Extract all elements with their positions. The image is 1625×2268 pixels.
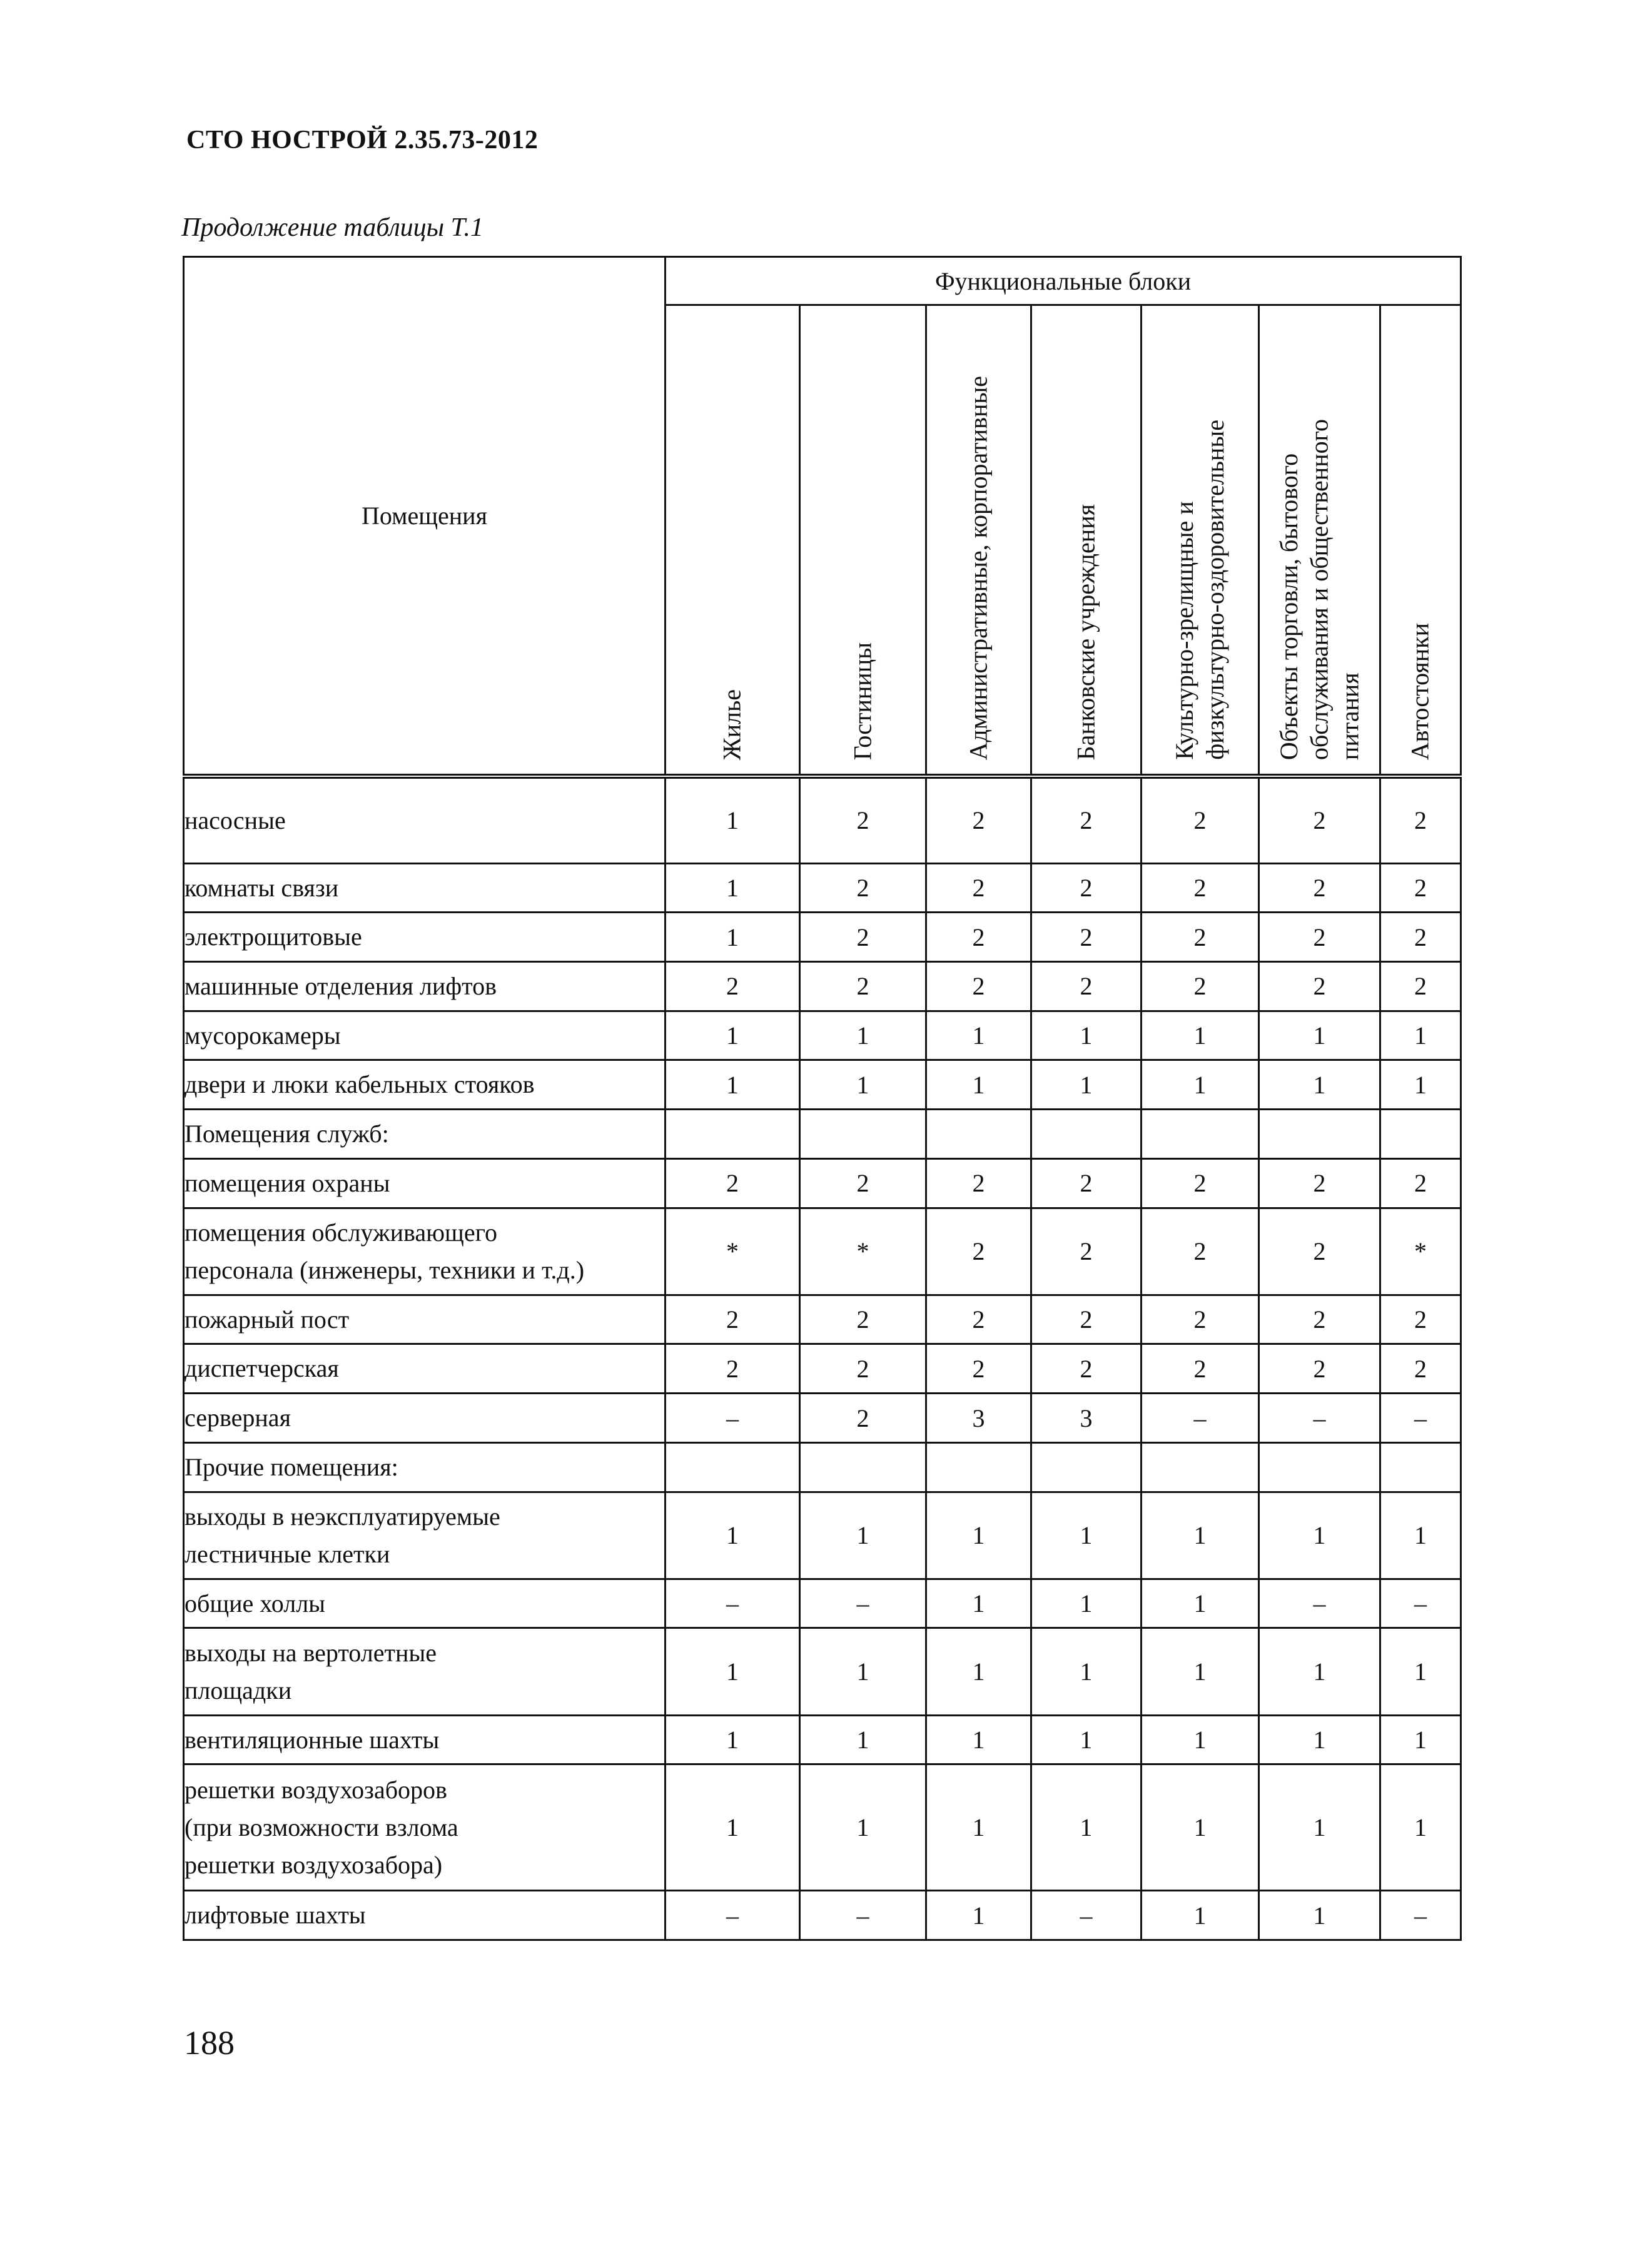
value-cell: – [1259,1394,1380,1443]
value-cell: 2 [926,1344,1031,1394]
value-cell: 1 [666,863,800,913]
value-cell: 1 [666,1628,800,1715]
room-name: лифтовые шахты [184,1891,666,1940]
table-row [184,1295,1461,1344]
column-header-label: Административные, корпоративные [964,375,993,760]
value-cell: 2 [1031,962,1142,1011]
value-cell: 2 [1380,962,1461,1011]
value-cell: 1 [1031,1628,1142,1715]
room-name: помещения обслуживающего персонала (инженеры, техники и т.д.) [184,1208,666,1295]
value-cell: 1 [1031,1492,1142,1579]
room-name: электрощитовые [184,913,666,962]
column-header-label: Объекты торговли, бытового обслуживания и общественного питания [1274,418,1364,760]
value-cell: 2 [1142,1295,1259,1344]
value-cell [1380,1442,1461,1492]
value-cell: 1 [1259,1011,1380,1060]
room-name: выходы в неэксплуатируемые лестничные клетки [184,1492,666,1579]
section-title: Прочие помещения: [184,1442,666,1492]
table-row [184,1891,1461,1940]
column-header-label: Культурно-зрелищные и физкультурно-оздоровительные [1170,420,1229,760]
value-cell: – [800,1579,926,1628]
room-name: диспетчерская [184,1344,666,1394]
value-cell [666,1110,800,1159]
value-cell: 2 [1142,1158,1259,1208]
value-cell: 2 [1142,776,1259,863]
table-row [184,962,1461,1011]
column-header-label: Жилье [717,689,746,760]
section-row [184,1442,1461,1492]
table-row [184,1011,1461,1060]
value-cell: * [1380,1208,1461,1295]
value-cell: 2 [1031,863,1142,913]
value-cell: 2 [1142,962,1259,1011]
value-cell: 1 [1380,1492,1461,1579]
value-cell: 2 [926,1158,1031,1208]
value-cell: 2 [800,776,926,863]
value-cell: 2 [800,1394,926,1443]
value-cell: 2 [1380,913,1461,962]
table-row [184,1579,1461,1628]
value-cell [666,1442,800,1492]
column-header-label: Банковские учреждения [1071,504,1100,760]
table-row [184,1715,1461,1764]
value-cell: 2 [1259,1158,1380,1208]
value-cell: 1 [1259,1628,1380,1715]
room-name: насосные [184,776,666,863]
value-cell: 2 [1259,1208,1380,1295]
value-cell: – [1259,1579,1380,1628]
value-cell: – [666,1891,800,1940]
value-cell [1380,1110,1461,1159]
value-cell: 1 [666,1715,800,1764]
value-cell: 1 [1142,1715,1259,1764]
value-cell: 2 [1380,1344,1461,1394]
value-cell: 2 [666,1295,800,1344]
value-cell: 2 [1031,1344,1142,1394]
value-cell: 1 [1142,1764,1259,1891]
table-row [184,776,1461,863]
value-cell: – [666,1394,800,1443]
section-title: Помещения служб: [184,1110,666,1159]
room-name: помещения охраны [184,1158,666,1208]
table-row [184,1344,1461,1394]
value-cell: 1 [1380,1011,1461,1060]
value-cell: 1 [1031,1715,1142,1764]
value-cell: 2 [926,776,1031,863]
value-cell [1031,1110,1142,1159]
section-row [184,1110,1461,1159]
value-cell: 2 [666,1158,800,1208]
value-cell: 1 [926,1628,1031,1715]
table-continuation-caption: Продолжение таблицы Т.1 [181,213,483,242]
value-cell: 1 [800,1764,926,1891]
column-header-hotels [800,305,926,777]
value-cell: 2 [926,962,1031,1011]
value-cell: 1 [1380,1764,1461,1891]
value-cell: 1 [800,1628,926,1715]
page-number: 188 [184,2024,235,2062]
value-cell: 2 [1380,1158,1461,1208]
value-cell: 1 [666,1764,800,1891]
value-cell: 3 [1031,1394,1142,1443]
value-cell: 2 [1142,1344,1259,1394]
table-row [184,913,1461,962]
value-cell [800,1110,926,1159]
value-cell: 2 [926,863,1031,913]
value-cell: 1 [800,1060,926,1110]
functional-blocks-header: Функциональные блоки [666,257,1461,305]
value-cell: 2 [1031,1208,1142,1295]
value-cell [800,1442,926,1492]
value-cell: 1 [1259,1060,1380,1110]
value-cell: – [1142,1394,1259,1443]
value-cell: 2 [1259,1295,1380,1344]
value-cell: – [1380,1891,1461,1940]
value-cell: – [1031,1891,1142,1940]
value-cell: 1 [1031,1011,1142,1060]
column-header-housing [666,305,800,777]
value-cell: 1 [666,913,800,962]
value-cell [1259,1110,1380,1159]
table-row [184,1208,1461,1295]
value-cell: 2 [1031,1158,1142,1208]
value-cell: 2 [1380,863,1461,913]
table-row [184,1628,1461,1715]
value-cell: 1 [1380,1060,1461,1110]
room-name: серверная [184,1394,666,1443]
value-cell: 1 [926,1492,1031,1579]
value-cell: – [800,1891,926,1940]
value-cell: 1 [800,1715,926,1764]
value-cell: 2 [800,863,926,913]
column-header-label: Гостиницы [848,642,877,760]
value-cell: 1 [926,1579,1031,1628]
room-name: комнаты связи [184,863,666,913]
value-cell: 1 [1142,1492,1259,1579]
table-row [184,1492,1461,1579]
value-cell: – [1380,1579,1461,1628]
value-cell: * [666,1208,800,1295]
value-cell: 2 [800,913,926,962]
column-header-trade-services [1259,305,1380,777]
value-cell [1142,1442,1259,1492]
value-cell: 1 [1142,1011,1259,1060]
room-name: мусорокамеры [184,1011,666,1060]
room-name: двери и люки кабельных стояков [184,1060,666,1110]
value-cell [1259,1442,1380,1492]
value-cell: 2 [1380,1295,1461,1344]
value-cell: 2 [800,1344,926,1394]
value-cell: 1 [800,1492,926,1579]
value-cell: 1 [800,1011,926,1060]
value-cell: 2 [1142,863,1259,913]
value-cell: 1 [1142,1060,1259,1110]
value-cell: 2 [926,913,1031,962]
table-row [184,1764,1461,1891]
value-cell: 1 [666,1492,800,1579]
value-cell: 2 [1031,776,1142,863]
table-row [184,1158,1461,1208]
value-cell: 2 [1259,863,1380,913]
value-cell: 2 [1031,1295,1142,1344]
value-cell: * [800,1208,926,1295]
value-cell: 1 [926,1011,1031,1060]
value-cell: 1 [926,1715,1031,1764]
value-cell: 1 [1259,1891,1380,1940]
value-cell: 1 [926,1891,1031,1940]
value-cell: 1 [666,1060,800,1110]
room-name: решетки воздухозаборов (при возможности взлома решетки воздухозабора) [184,1764,666,1891]
table-body [184,776,1461,1940]
value-cell: 2 [800,1158,926,1208]
value-cell: 2 [1259,776,1380,863]
value-cell: 1 [926,1060,1031,1110]
rooms-function-table [183,256,1462,1941]
table-row [184,1060,1461,1110]
column-header-banks [1031,305,1142,777]
value-cell: 1 [1259,1764,1380,1891]
value-cell: – [666,1579,800,1628]
value-cell: 3 [926,1394,1031,1443]
room-name: машинные отделения лифтов [184,962,666,1011]
document-code: СТО НОСТРОЙ 2.35.73-2012 [186,126,539,154]
value-cell: 1 [666,1011,800,1060]
value-cell: 1 [1031,1060,1142,1110]
value-cell: 2 [1259,962,1380,1011]
room-name: вентиляционные шахты [184,1715,666,1764]
value-cell: 1 [1380,1628,1461,1715]
value-cell: 1 [1380,1715,1461,1764]
value-cell [1031,1442,1142,1492]
value-cell: 1 [1142,1579,1259,1628]
rooms-column-header: Помещения [184,257,666,777]
value-cell: 2 [666,962,800,1011]
value-cell: 2 [800,962,926,1011]
value-cell: 1 [1259,1492,1380,1579]
value-cell: 2 [926,1295,1031,1344]
value-cell [926,1110,1031,1159]
table-row [184,1394,1461,1443]
value-cell: 2 [1031,913,1142,962]
table-row [184,863,1461,913]
column-header-parking [1380,305,1461,777]
value-cell: 1 [1031,1579,1142,1628]
value-cell: 2 [666,1344,800,1394]
room-name: выходы на вертолетные площадки [184,1628,666,1715]
value-cell: 2 [1142,913,1259,962]
value-cell: – [1380,1394,1461,1443]
value-cell: 1 [926,1764,1031,1891]
value-cell [1142,1110,1259,1159]
column-header-culture-sports [1142,305,1259,777]
value-cell: 2 [1142,1208,1259,1295]
value-cell: 1 [1142,1628,1259,1715]
value-cell: 2 [1380,776,1461,863]
value-cell: 2 [1259,1344,1380,1394]
value-cell: 1 [666,776,800,863]
column-header-administrative [926,305,1031,777]
value-cell: 1 [1031,1764,1142,1891]
value-cell: 2 [1259,913,1380,962]
value-cell [926,1442,1031,1492]
value-cell: 1 [1142,1891,1259,1940]
room-name: пожарный пост [184,1295,666,1344]
value-cell: 1 [1259,1715,1380,1764]
room-name: общие холлы [184,1579,666,1628]
value-cell: 2 [926,1208,1031,1295]
value-cell: 2 [800,1295,926,1344]
column-header-label: Автостоянки [1405,622,1434,760]
